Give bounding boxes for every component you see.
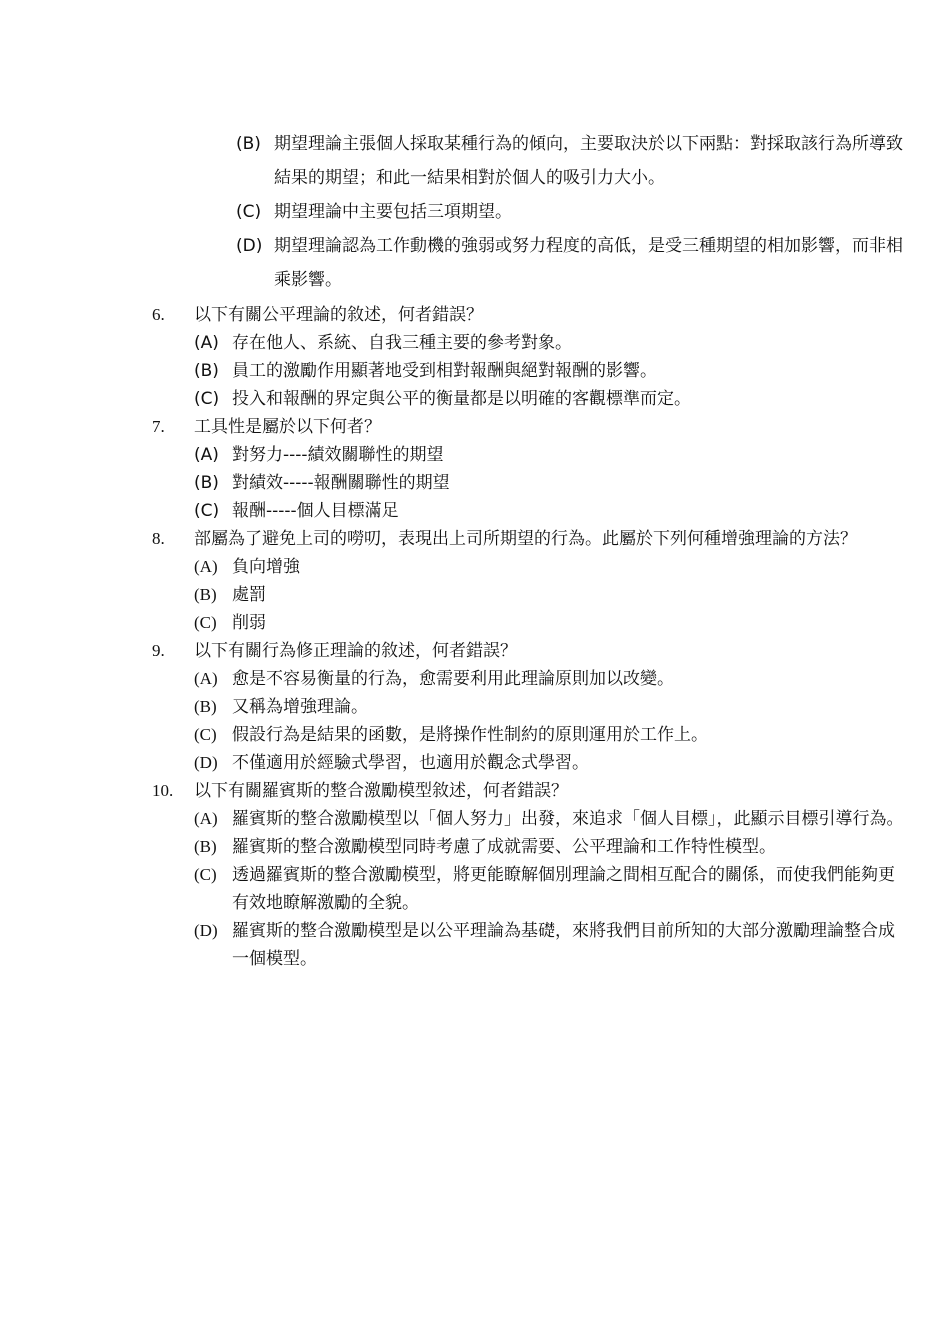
option-6b — [152, 357, 904, 385]
option-label: (B) — [236, 134, 261, 154]
option-label: (C) — [194, 389, 220, 409]
option-text: 投入和報酬的界定與公平的衡量都是以明確的客觀標準而定。 — [232, 389, 691, 409]
question-number: 9. — [152, 641, 165, 660]
question-7 — [152, 413, 904, 441]
option-label: (A) — [194, 333, 219, 353]
option-label: (B) — [194, 473, 219, 493]
question-9 — [152, 637, 904, 665]
option-8b — [152, 581, 904, 609]
option-label: (A) — [194, 669, 218, 688]
option-text: 處罰 — [232, 585, 266, 605]
option-text: 羅賓斯的整合激勵模型同時考慮了成就需要、公平理論和工作特性模型。 — [232, 837, 776, 857]
question-number: 6. — [152, 305, 165, 324]
option-label: (C) — [236, 202, 262, 222]
option-7c — [152, 497, 904, 525]
option-label: (C) — [194, 865, 217, 884]
option-label: (C) — [194, 613, 217, 632]
option-text: 削弱 — [232, 613, 266, 633]
option-text: 不僅適用於經驗式學習，也適用於觀念式學習。 — [232, 753, 589, 773]
option-text: 對績效-----報酬關聯性的期望 — [232, 473, 450, 493]
option-5d — [194, 229, 904, 297]
question-number: 7. — [152, 417, 165, 436]
option-6c — [152, 385, 904, 413]
option-text: 存在他人、系統、自我三種主要的參考對象。 — [232, 333, 572, 353]
option-text: 期望理論中主要包括三項期望。 — [274, 202, 512, 222]
question-text: 部屬為了避免上司的嘮叨，表現出上司所期望的行為。此屬於下列何種增強理論的方法？ — [194, 529, 857, 549]
question-list — [152, 127, 904, 973]
option-label: (B) — [194, 837, 217, 856]
option-text: 期望理論主張個人採取某種行為的傾向，主要取決於以下兩點：對採取該行為所導致結果的期望；和此一結果相對於個人的吸引力大小。 — [274, 134, 903, 188]
option-label: (B) — [194, 585, 217, 604]
option-text: 報酬-----個人目標滿足 — [232, 501, 399, 521]
option-label: (B) — [194, 697, 217, 716]
option-9c — [152, 721, 904, 749]
option-text: 對努力----績效關聯性的期望 — [232, 445, 444, 465]
option-label: (B) — [194, 361, 219, 381]
option-5b — [194, 127, 904, 195]
option-9b — [152, 693, 904, 721]
option-label: (C) — [194, 501, 220, 521]
option-9a — [152, 665, 904, 693]
option-label: (C) — [194, 725, 217, 744]
option-text: 假設行為是結果的函數，是將操作性制約的原則運用於工作上。 — [232, 725, 708, 745]
question-text: 工具性是屬於以下何者？ — [194, 417, 381, 437]
question-8 — [152, 525, 904, 553]
question-text: 以下有關行為修正理論的敘述，何者錯誤？ — [194, 641, 517, 661]
option-8c — [152, 609, 904, 637]
option-10a — [152, 805, 904, 833]
option-10d — [152, 917, 904, 973]
question-5-continued — [152, 127, 904, 297]
question-text: 以下有關羅賓斯的整合激勵模型敘述，何者錯誤？ — [194, 781, 568, 801]
option-text: 負向增強 — [232, 557, 300, 577]
option-text: 透過羅賓斯的整合激勵模型，將更能瞭解個別理論之間相互配合的關係，而使我們能夠更有效地瞭解激勵的全貌。 — [232, 865, 895, 913]
question-text: 以下有關公平理論的敘述，何者錯誤？ — [194, 305, 483, 325]
option-10c — [152, 861, 904, 917]
option-text: 愈是不容易衡量的行為，愈需要利用此理論原則加以改變。 — [232, 669, 674, 689]
option-7a — [152, 441, 904, 469]
option-10b — [152, 833, 904, 861]
option-label: (A) — [194, 445, 219, 465]
option-text: 羅賓斯的整合激勵模型以「個人努力」出發，來追求「個人目標」，此顯示目標引導行為。 — [232, 809, 904, 829]
option-8a — [152, 553, 904, 581]
option-label: (D) — [236, 236, 263, 256]
option-label: (A) — [194, 809, 218, 828]
option-9d — [152, 749, 904, 777]
question-10 — [152, 777, 904, 805]
question-6 — [152, 301, 904, 329]
question-number: 8. — [152, 529, 165, 548]
option-text: 又稱為增強理論。 — [232, 697, 368, 717]
option-text: 員工的激勵作用顯著地受到相對報酬與絕對報酬的影響。 — [232, 361, 657, 381]
question-number: 10. — [152, 781, 174, 800]
option-label: (D) — [194, 753, 218, 772]
option-text: 羅賓斯的整合激勵模型是以公平理論為基礎，來將我們目前所知的大部分激勵理論整合成一個模型。 — [232, 921, 895, 969]
option-text: 期望理論認為工作動機的強弱或努力程度的高低，是受三種期望的相加影響，而非相乘影響。 — [274, 236, 903, 290]
option-label: (A) — [194, 557, 218, 576]
option-6a — [152, 329, 904, 357]
option-label: (D) — [194, 921, 218, 940]
option-7b — [152, 469, 904, 497]
option-5c — [194, 195, 904, 229]
